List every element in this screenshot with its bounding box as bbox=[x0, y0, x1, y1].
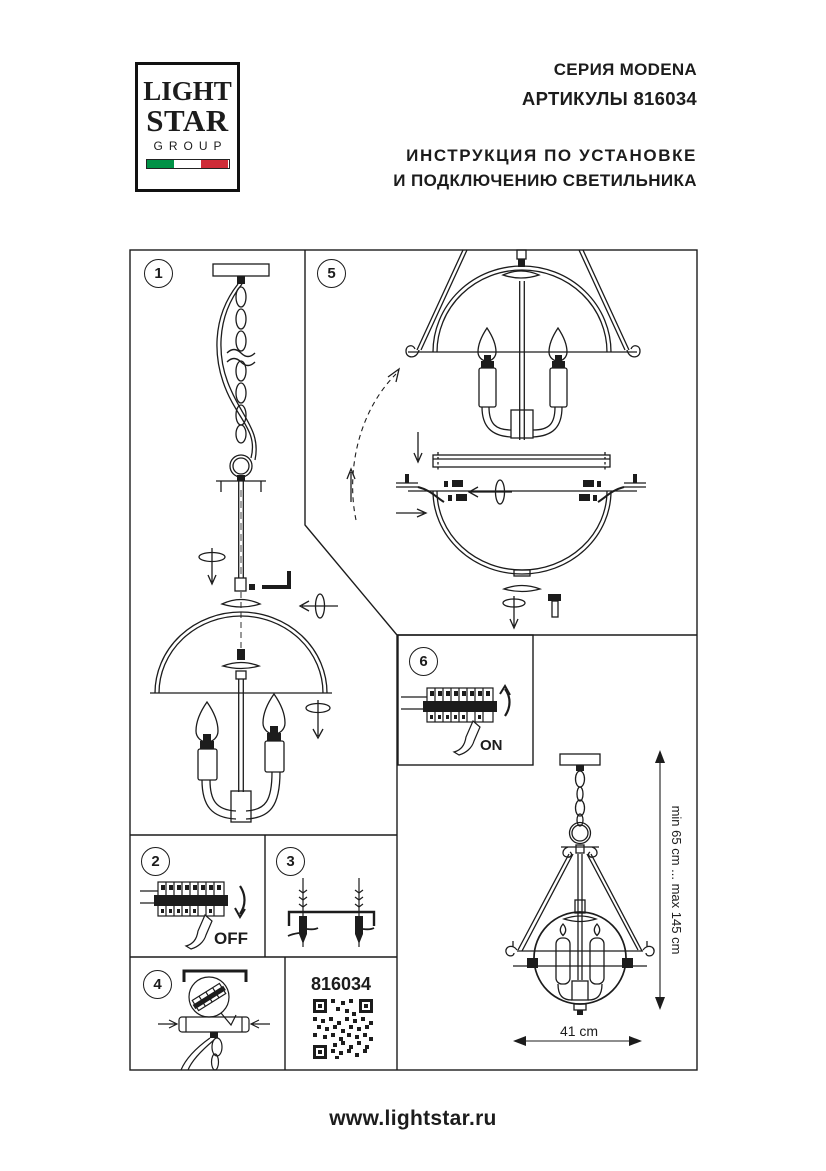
qr-code bbox=[313, 999, 373, 1059]
step6-badge: 6 bbox=[409, 647, 438, 676]
flag-green-segment bbox=[147, 160, 174, 168]
step4-badge: 4 bbox=[143, 970, 172, 999]
width-dimension-label: 41 cm bbox=[559, 1023, 599, 1039]
logo-word-group: GROUP bbox=[153, 138, 228, 153]
instruction-title-line1: ИНСТРУКЦИЯ ПО УСТАНОВКЕ bbox=[406, 146, 697, 165]
step1-badge: 1 bbox=[144, 259, 173, 288]
article-title: АРТИКУЛЫ 816034 bbox=[521, 88, 697, 109]
assembled-fixture-drawing bbox=[506, 754, 654, 1015]
footer-website: www.lightstar.ru bbox=[329, 1107, 497, 1130]
dimension-lines bbox=[513, 750, 665, 1046]
lightstar-logo bbox=[135, 62, 240, 192]
breaker-on-label: ON bbox=[480, 737, 503, 754]
series-title: СЕРИЯ MODENA bbox=[553, 60, 697, 79]
step1-chain-suspension-drawing bbox=[150, 264, 338, 822]
instruction-title-line2: И ПОДКЛЮЧЕНИЮ СВЕТИЛЬНИКА bbox=[393, 171, 697, 190]
step2-badge: 2 bbox=[141, 847, 170, 876]
breaker-off-label: OFF bbox=[214, 929, 248, 948]
step5-dome-assembly-drawing bbox=[347, 250, 646, 628]
step5-badge: 5 bbox=[317, 259, 346, 288]
article-number: 816034 bbox=[310, 974, 372, 994]
flag-red-segment bbox=[201, 160, 228, 168]
logo-word-star: STAR bbox=[146, 102, 229, 138]
step3-badge: 3 bbox=[276, 847, 305, 876]
flag-white-segment bbox=[174, 160, 201, 168]
height-dimension-label: min 65 cm ... max 145 cm bbox=[669, 805, 684, 955]
step3-mounting-bracket-drawing bbox=[288, 878, 374, 947]
step4-canopy-connection-drawing bbox=[158, 971, 270, 1070]
logo-word-light: LIGHT bbox=[143, 76, 232, 106]
italian-flag-bar bbox=[146, 159, 230, 169]
